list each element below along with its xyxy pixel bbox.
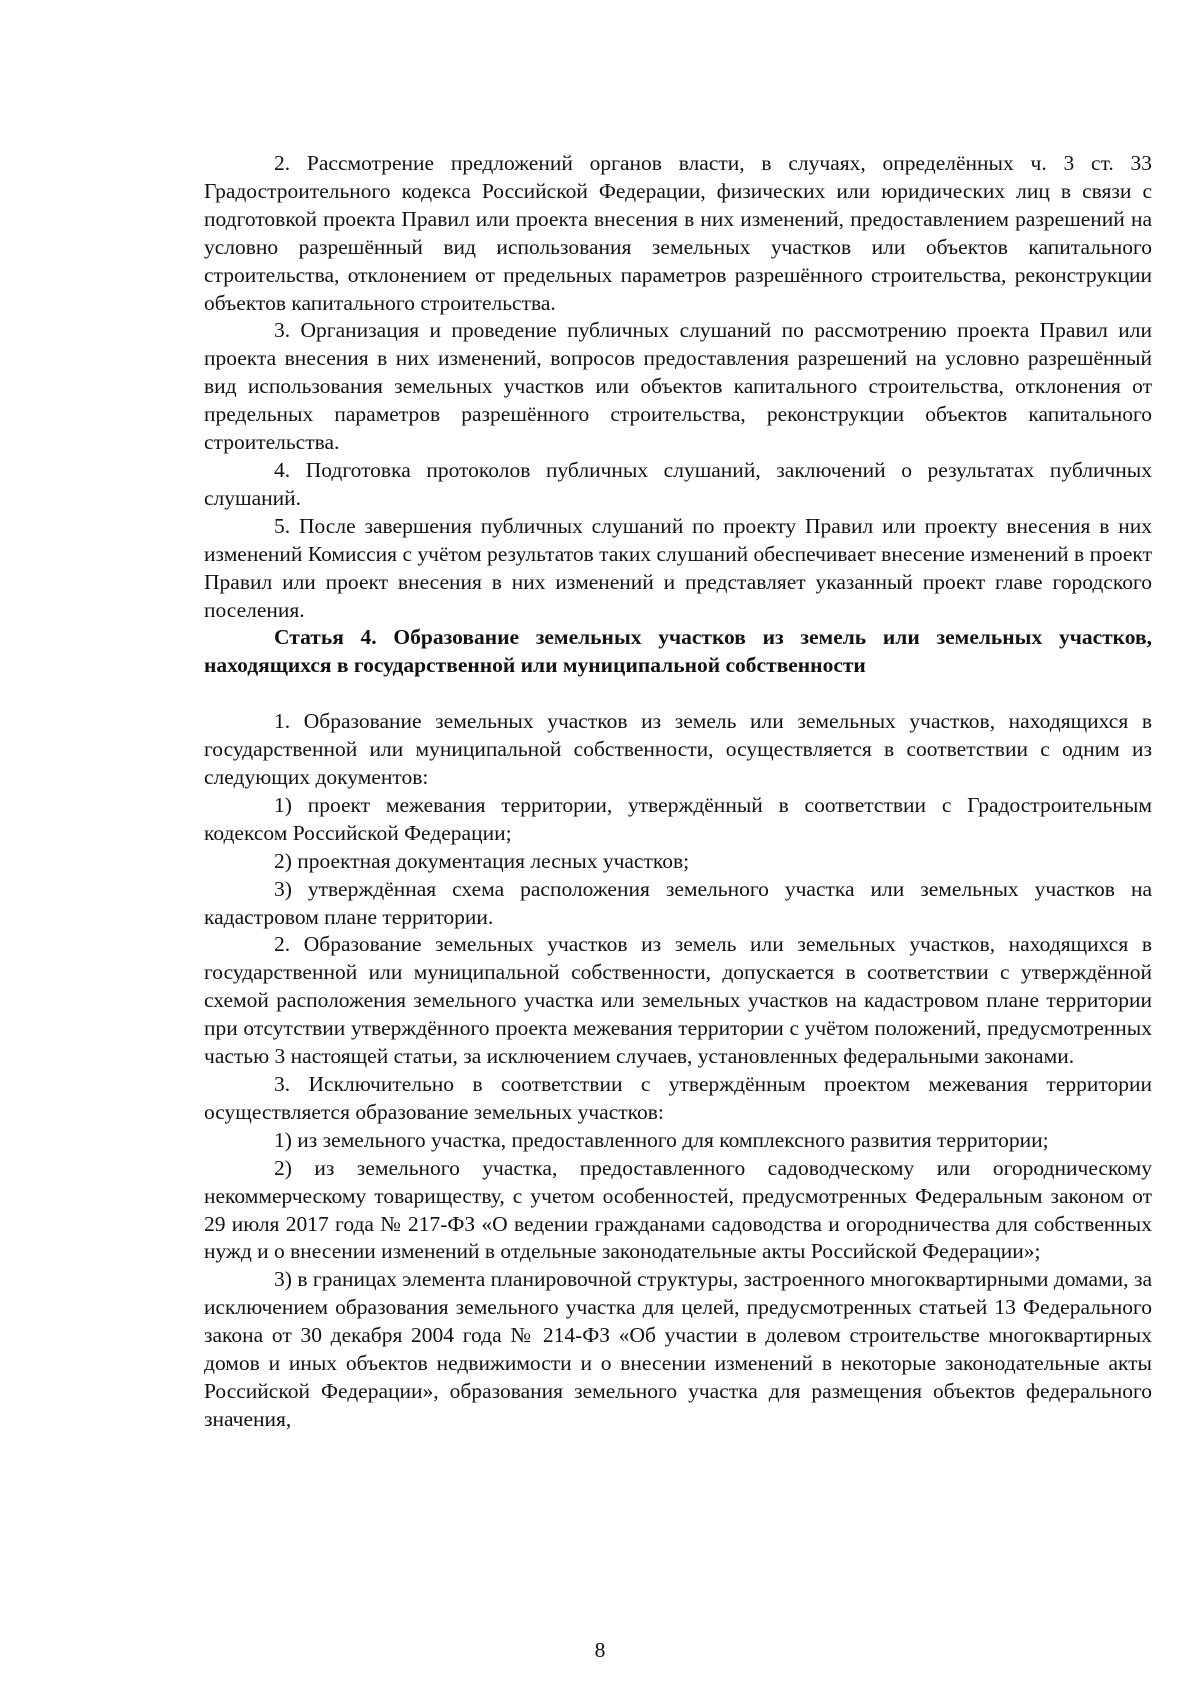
article-4-item-3-1: 1) из земельного участка, предоставленного для комплексного развития территории;	[274, 1127, 1049, 1152]
paragraph-5-after-hearings: 5. После завершения публичных слушаний по проекту Правил или проекту внесения в них изменений Комиссия с учётом результатов таких слушаний обеспечивает внесение изменений в проект Правил или проект внесения в них изменений и представляет указанный проект главе городского поселения.	[204, 513, 1152, 622]
article-4-paragraph-2: 2. Образование земельных участков из земель или земельных участков, находящихся в государственной или муниципальной собственности, допускается в соответствии с утверждённой схемой расположения земельного участка или земельных участков на кадастровом плане территории при отсутствии утверждённого проекта межевания территории с учётом положений, предусмотренных частью 3 настоящей статьи, за исключением случаев, установленных федеральными законами.	[204, 932, 1152, 1069]
article-4-item-1-2: 2) проектная документация лесных участков;	[274, 848, 690, 873]
article-4-item-3-2: 2) из земельного участка, предоставленного садоводческому или огородническому некоммерческому товариществу, с учетом особенностей, предусмотренных Федеральным законом от 29 июля 2017 года № 217-ФЗ «О ведении гражданами садоводства и огородничества для собственных нужд и о внесении изменений в отдельные законодательные акты Российской Федерации»;	[204, 1155, 1152, 1264]
paragraph-3-public-hearings: 3. Организация и проведение публичных слушаний по рассмотрению проекта Правил или проекта внесения в них изменений, вопросов предоставления разрешений на условно разрешённый вид использования земельных участков или объектов капитального строительства, отклонения от предельных параметров разрешённого строительства, реконструкции объектов капитального строительства.	[204, 318, 1152, 455]
article-4-item-3-3: 3) в границах элемента планировочной структуры, застроенного многоквартирными домами, за исключением образования земельного участка для целей, предусмотренных статьей 13 Федерального закона от 30 декабря 2004 года № 214-ФЗ «Об участии в долевом строительстве многоквартирных домов и иных объектов недвижимости и о внесении изменений в некоторые законодательные акты Российской Федерации», образования земельного участка для размещения объектов федерального значения,	[204, 1267, 1152, 1431]
article-4-paragraph-1: 1. Образование земельных участков из земель или земельных участков, находящихся в государственной или муниципальной собственности, осуществляется в соответствии с одним из следующих документов:	[204, 709, 1152, 790]
document-page	[204, 150, 1152, 1434]
page-number: 8	[594, 1638, 606, 1662]
paragraph-4-protocols: 4. Подготовка протоколов публичных слушаний, заключений о результатах публичных слушаний.	[204, 457, 1152, 510]
paragraph-2-proposals: 2. Рассмотрение предложений органов власти, в случаях, определённых ч. 3 ст. 33 Градостроительного кодекса Российской Федерации, физических или юридических лиц в связи с подготовкой проекта Правил или проекта внесения в них изменений, предоставлением разрешений на условно разрешённый вид использования земельных участков или объектов капитального строительства, отклонением от предельных параметров разрешённого строительства, реконструкции объектов капитального строительства.	[204, 151, 1152, 315]
article-4-item-1-3: 3) утверждённая схема расположения земельного участка или земельных участков на кадастровом плане территории.	[204, 876, 1152, 929]
article-4-item-1-1: 1) проект межевания территории, утверждённый в соответствии с Градостроительным кодексом Российской Федерации;	[204, 792, 1152, 845]
article-4-paragraph-3: 3. Исключительно в соответствии с утверждённым проектом межевания территории осуществляется образование земельных участков:	[204, 1072, 1152, 1124]
article-4-heading: Статья 4. Образование земельных участков из земель или земельных участков, находящихся в государственной или муниципальной собственности	[204, 625, 1152, 678]
